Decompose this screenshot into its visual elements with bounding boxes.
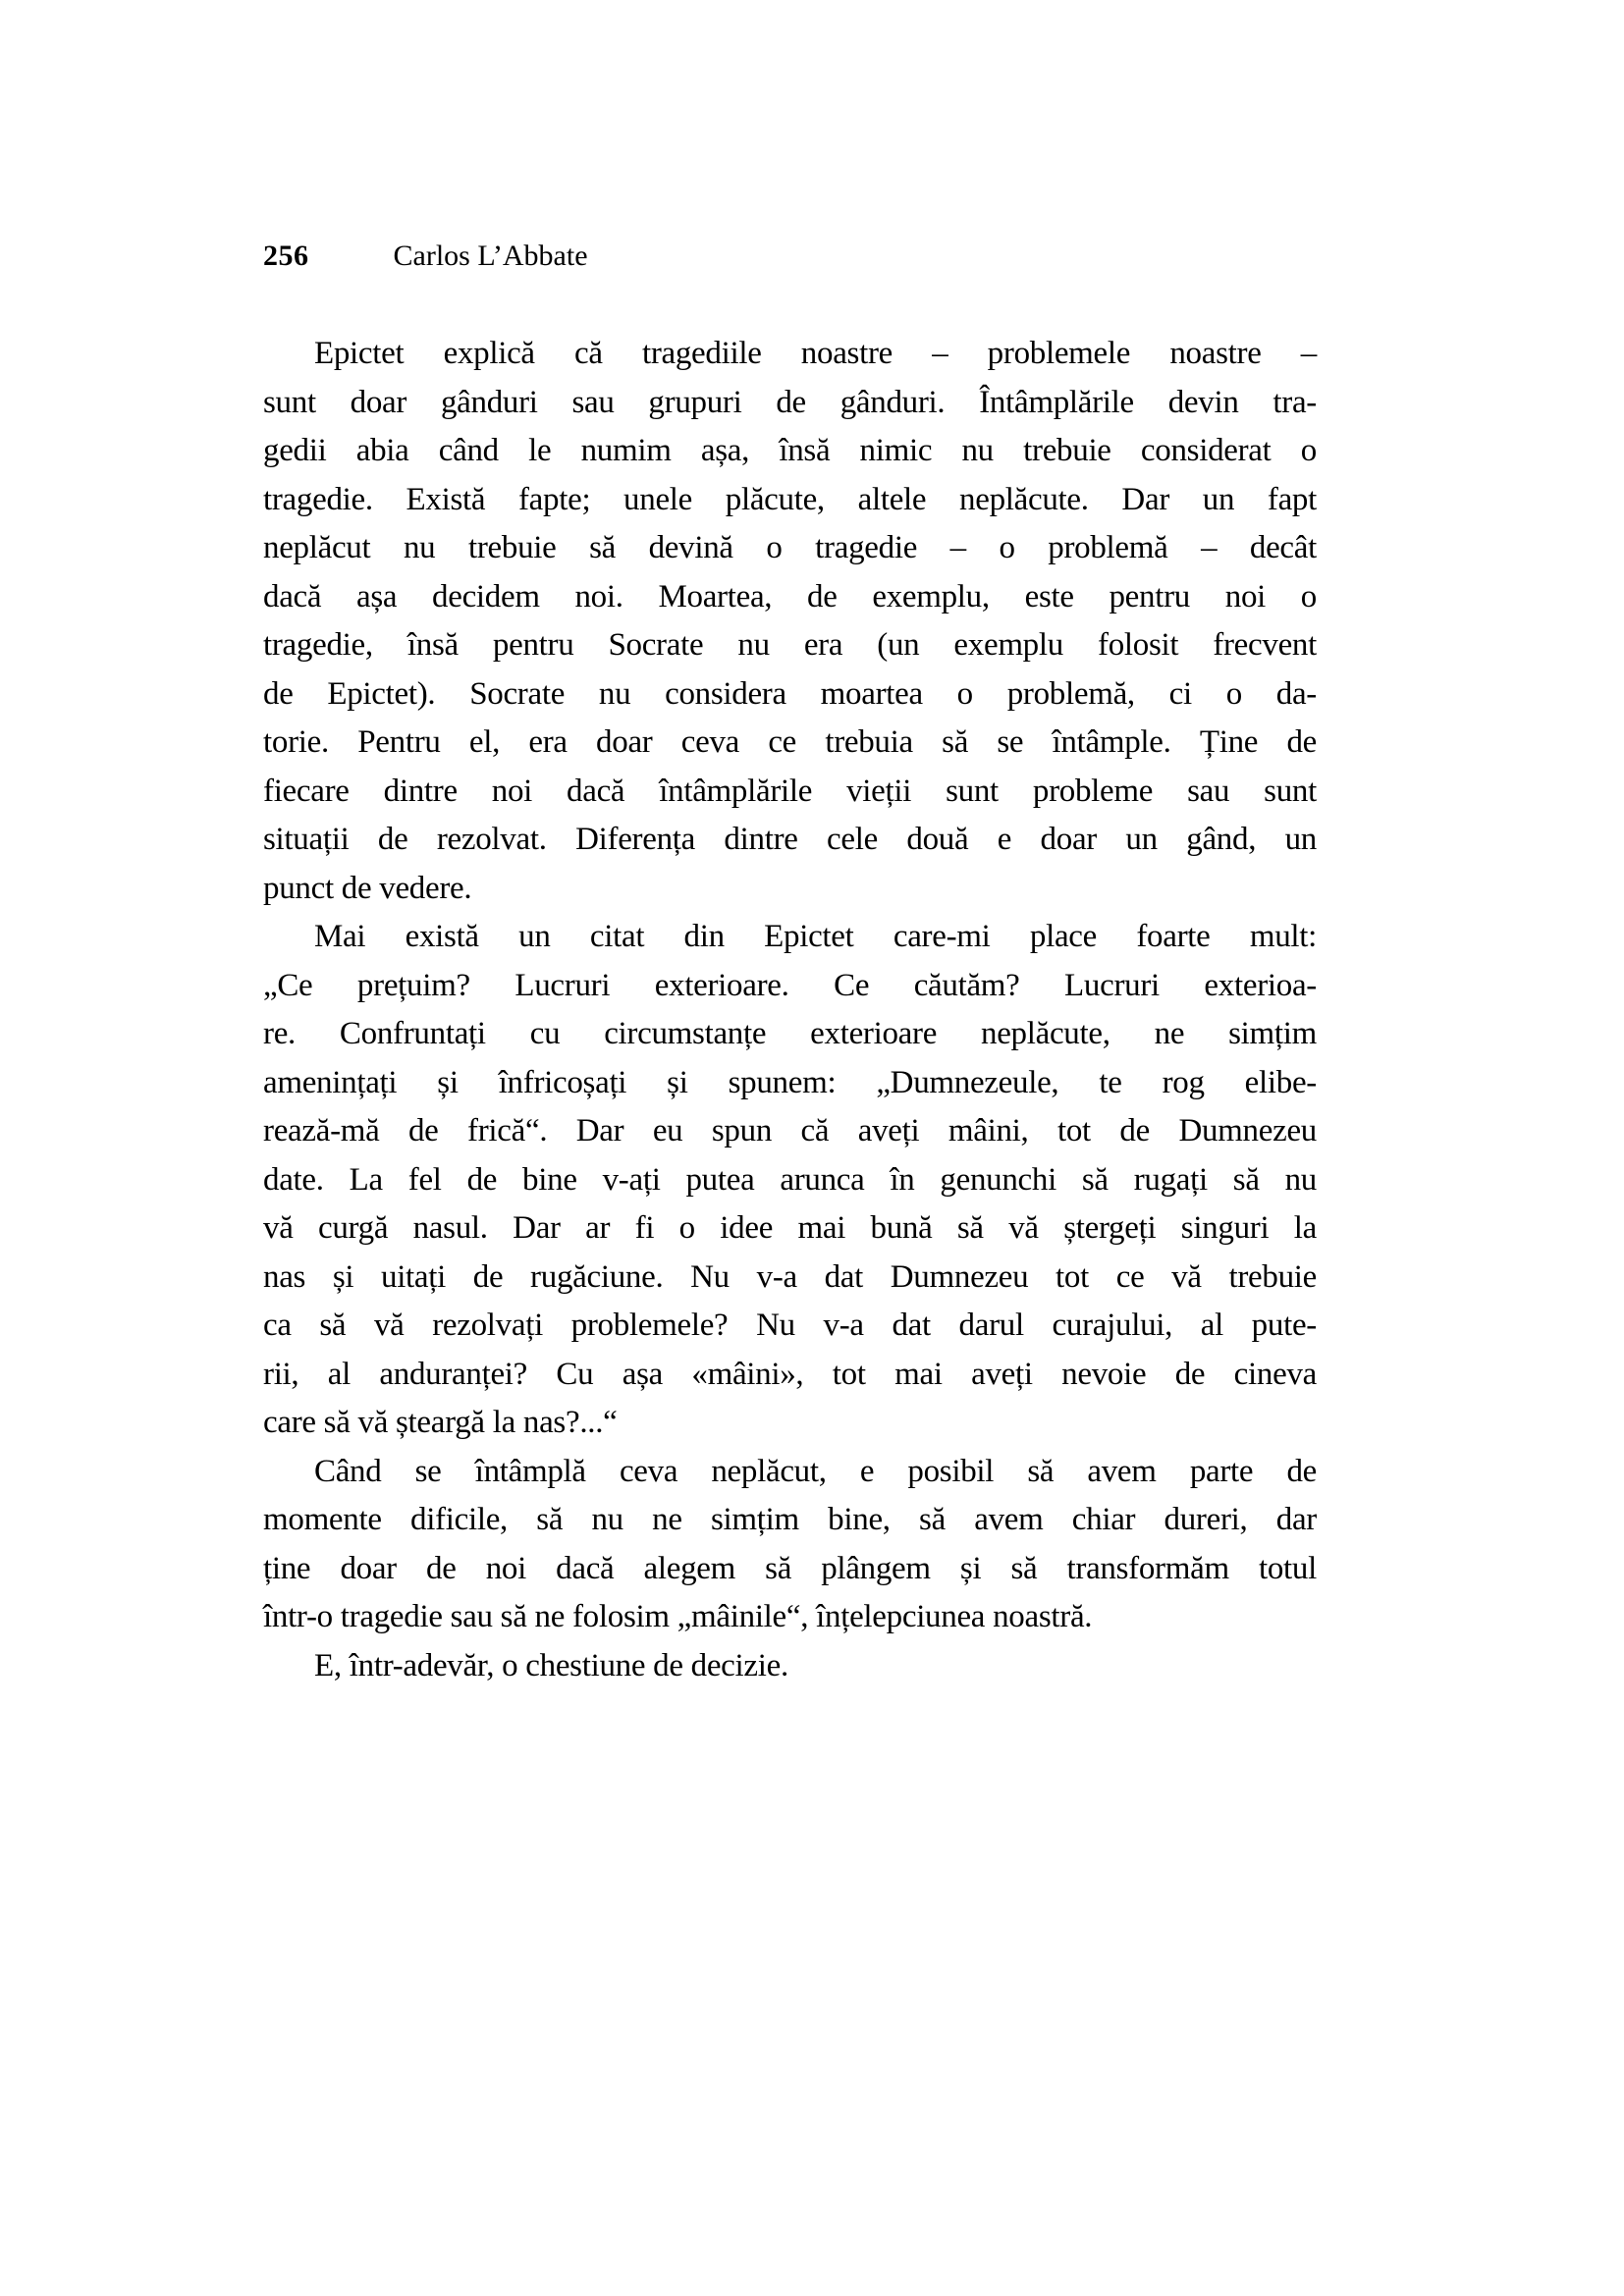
paragraph	[263, 1448, 1317, 1642]
text-line: date. La fel de bine v-ați putea arunca în genunchi să rugați să nu	[263, 1161, 1317, 1198]
page-number: 256	[263, 240, 309, 272]
running-title: Carlos L’Abbate	[393, 240, 588, 272]
text-line: amenințați și înfricoșați și spunem: „Dumnezeule, te rog elibe-	[263, 1064, 1317, 1100]
text-line: vă curgă nasul. Dar ar fi o idee mai bună să vă ștergeți singuri la	[263, 1210, 1317, 1246]
text-line: tragedie. Există fapte; unele plăcute, altele neplăcute. Dar un fapt	[263, 481, 1317, 517]
text-line: tragedie, însă pentru Socrate nu era (un exemplu folosit frecvent	[263, 627, 1317, 663]
text-line: re. Confruntați cu circumstanțe exterioare neplăcute, ne simțim	[263, 1016, 1317, 1051]
text-line: Epictet explică că tragediile noastre – problemele noastre –	[314, 336, 1317, 371]
text-line: dacă așa decidem noi. Moartea, de exemplu, este pentru noi o	[263, 578, 1317, 614]
text-line: ca să vă rezolvați problemele? Nu v-a dat darul curajului, al pute-	[263, 1308, 1317, 1343]
paragraph	[263, 1642, 1317, 1691]
text-line: rii, al anduranței? Cu așa «mâini», tot mai aveți nevoie de cineva	[263, 1356, 1317, 1392]
text-line: sunt doar gânduri sau grupuri de gânduri. Întâmplările devin tra-	[263, 384, 1317, 420]
text-line: situații de rezolvat. Diferența dintre cele două e doar un gând, un	[263, 822, 1317, 857]
text-line: într-o tragedie sau să ne folosim „mâinile“, înțelepciunea noastră.	[263, 1599, 1093, 1634]
text-line: rează-mă de frică“. Dar eu spun că aveți mâini, tot de Dumnezeu	[263, 1113, 1317, 1148]
text-line: Când se întâmplă ceva neplăcut, e posibil să avem parte de	[314, 1453, 1317, 1489]
text-line: punct de vedere.	[263, 870, 472, 906]
text-line: fiecare dintre noi dacă întâmplările vieții sunt probleme sau sunt	[263, 773, 1317, 809]
paragraph	[263, 913, 1317, 1448]
text-line: „Ce prețuim? Lucruri exterioare. Ce căutăm? Lucruri exterioa-	[263, 967, 1317, 1003]
text-line: E, într-adevăr, o chestiune de decizie.	[314, 1647, 788, 1683]
text-line: de Epictet). Socrate nu considera moartea o problemă, ci o da-	[263, 675, 1317, 712]
text-line: nas și uitați de rugăciune. Nu v-a dat Dumnezeu tot ce vă trebuie	[263, 1258, 1317, 1295]
page-body	[263, 330, 1317, 1690]
text-line: momente dificile, să nu ne simțim bine, să avem chiar dureri, dar	[263, 1502, 1317, 1537]
page-header	[263, 238, 1317, 275]
text-line: care să vă șteargă la nas?...“	[263, 1405, 618, 1440]
text-line: torie. Pentru el, era doar ceva ce trebuia să se întâmple. Ține de	[263, 724, 1317, 760]
text-line: neplăcut nu trebuie să devină o tragedie – o problemă – decât	[263, 530, 1317, 565]
text-line: Mai există un citat din Epictet care-mi place foarte mult:	[314, 919, 1317, 954]
paragraph	[263, 330, 1317, 913]
text-line: ține doar de noi dacă alegem să plângem și să transformăm totul	[263, 1550, 1317, 1586]
text-line: gedii abia când le numim așa, însă nimic nu trebuie considerat o	[263, 433, 1317, 468]
